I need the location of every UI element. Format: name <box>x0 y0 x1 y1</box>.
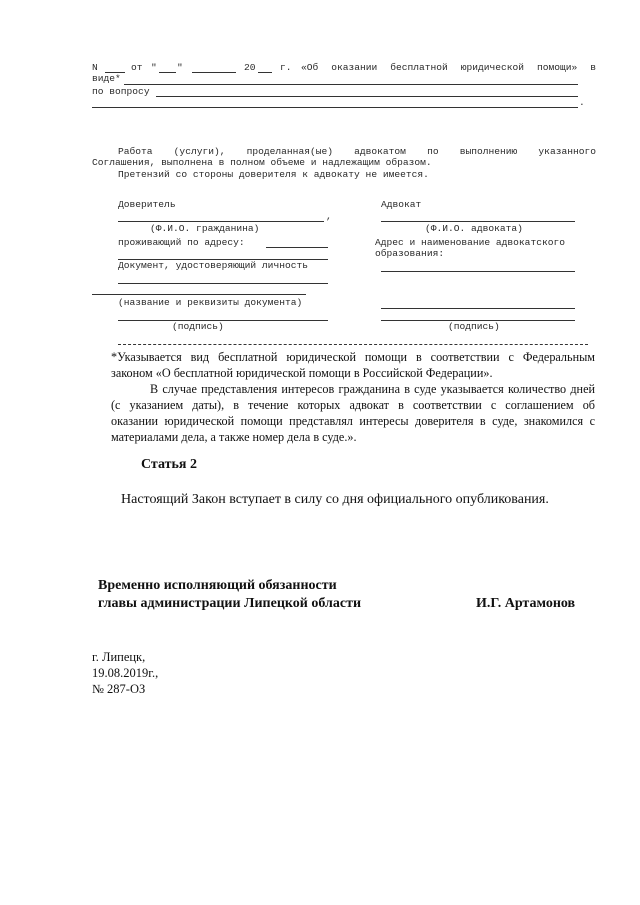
footnote-line-2: законом «О бесплатной юридической помощи в Российской Федерации». <box>111 366 493 380</box>
document-date: 19.08.2019г., <box>92 666 159 680</box>
form-paragraph-1: Работа (услуги), проделанная(ые) адвокатом по выполнению указанного <box>118 146 596 157</box>
form-period: . <box>579 97 585 108</box>
form-g-label: г. <box>280 62 292 73</box>
advocate-signature-caption: (подпись) <box>448 321 500 332</box>
blank-principal-document-2 <box>92 294 306 295</box>
principal-title: Доверитель <box>118 199 176 210</box>
principal-document-label: Документ, удостоверяющий личность <box>118 260 308 271</box>
article-title: Статья 2 <box>141 457 197 472</box>
quote-close: " <box>177 62 183 73</box>
form-number-label: N <box>92 62 98 73</box>
signatory-name: И.Г. Артамонов <box>476 596 576 611</box>
footnote-line-6: материалами дела, а также номер дела в суде.». <box>111 430 357 444</box>
blank-principal-document <box>118 283 328 284</box>
form-closing-rule <box>118 344 588 345</box>
form-question-label: по вопросу <box>92 86 150 97</box>
blank-advocate-name <box>381 221 575 222</box>
signatory-position-line-1: Временно исполняющий обязанности <box>98 578 337 593</box>
form-paragraph-3: Претензий со стороны доверителя к адвокату не имеется. <box>118 169 429 180</box>
footnote-line-3: В случае представления интересов гражданина в суде указывается количество дней <box>150 382 595 396</box>
footnote-line-4: (с указанием даты), в течение которых адвокат в соответствии с соглашением об <box>111 398 595 412</box>
form-vid-label: виде* <box>92 73 121 84</box>
article-text: Настоящий Закон вступает в силу со дня официального опубликования. <box>121 492 549 507</box>
quote-open: " <box>151 62 157 73</box>
form-law-title: «Об оказании бесплатной юридической помощи» в <box>301 62 596 73</box>
form-paragraph-2: Соглашения, выполнена в полном объеме и надлежащим образом. <box>92 157 432 168</box>
advocate-address-label-1: Адрес и наименование адвокатского <box>375 237 565 248</box>
principal-signature-caption: (подпись) <box>172 321 224 332</box>
signatory-position-line-2: главы администрации Липецкой области <box>98 596 362 611</box>
blank-day <box>159 72 176 73</box>
principal-fio-caption: (Ф.И.О. гражданина) <box>150 223 260 234</box>
blank-question-cont <box>92 107 578 108</box>
form-ot-label: от <box>131 62 143 73</box>
blank-principal-name <box>118 221 324 222</box>
blank-month <box>192 72 236 73</box>
blank-year <box>258 72 272 73</box>
blank-question <box>156 96 578 97</box>
advocate-fio-caption: (Ф.И.О. адвоката) <box>425 223 523 234</box>
principal-comma: , <box>326 211 332 222</box>
principal-address-label: проживающий по адресу: <box>118 237 245 248</box>
footnote-line-1: *Указывается вид бесплатной юридической помощи в соответствии с Федеральным <box>111 350 595 364</box>
form-year-label: 20 <box>244 62 256 73</box>
blank-advocate-address <box>381 271 575 272</box>
document-city: г. Липецк, <box>92 650 146 664</box>
advocate-title: Адвокат <box>381 199 422 210</box>
document-number: № 287-ОЗ <box>92 682 146 696</box>
principal-document-caption: (название и реквизиты документа) <box>118 297 303 308</box>
blank-principal-address <box>266 247 328 248</box>
blank-vid <box>124 84 578 85</box>
footnote-line-5: оказании юридической помощи представлял интересы доверителя в суде, знакомился с <box>111 414 595 428</box>
blank-advocate-address-2 <box>381 308 575 309</box>
advocate-address-label-2: образования: <box>375 248 445 259</box>
